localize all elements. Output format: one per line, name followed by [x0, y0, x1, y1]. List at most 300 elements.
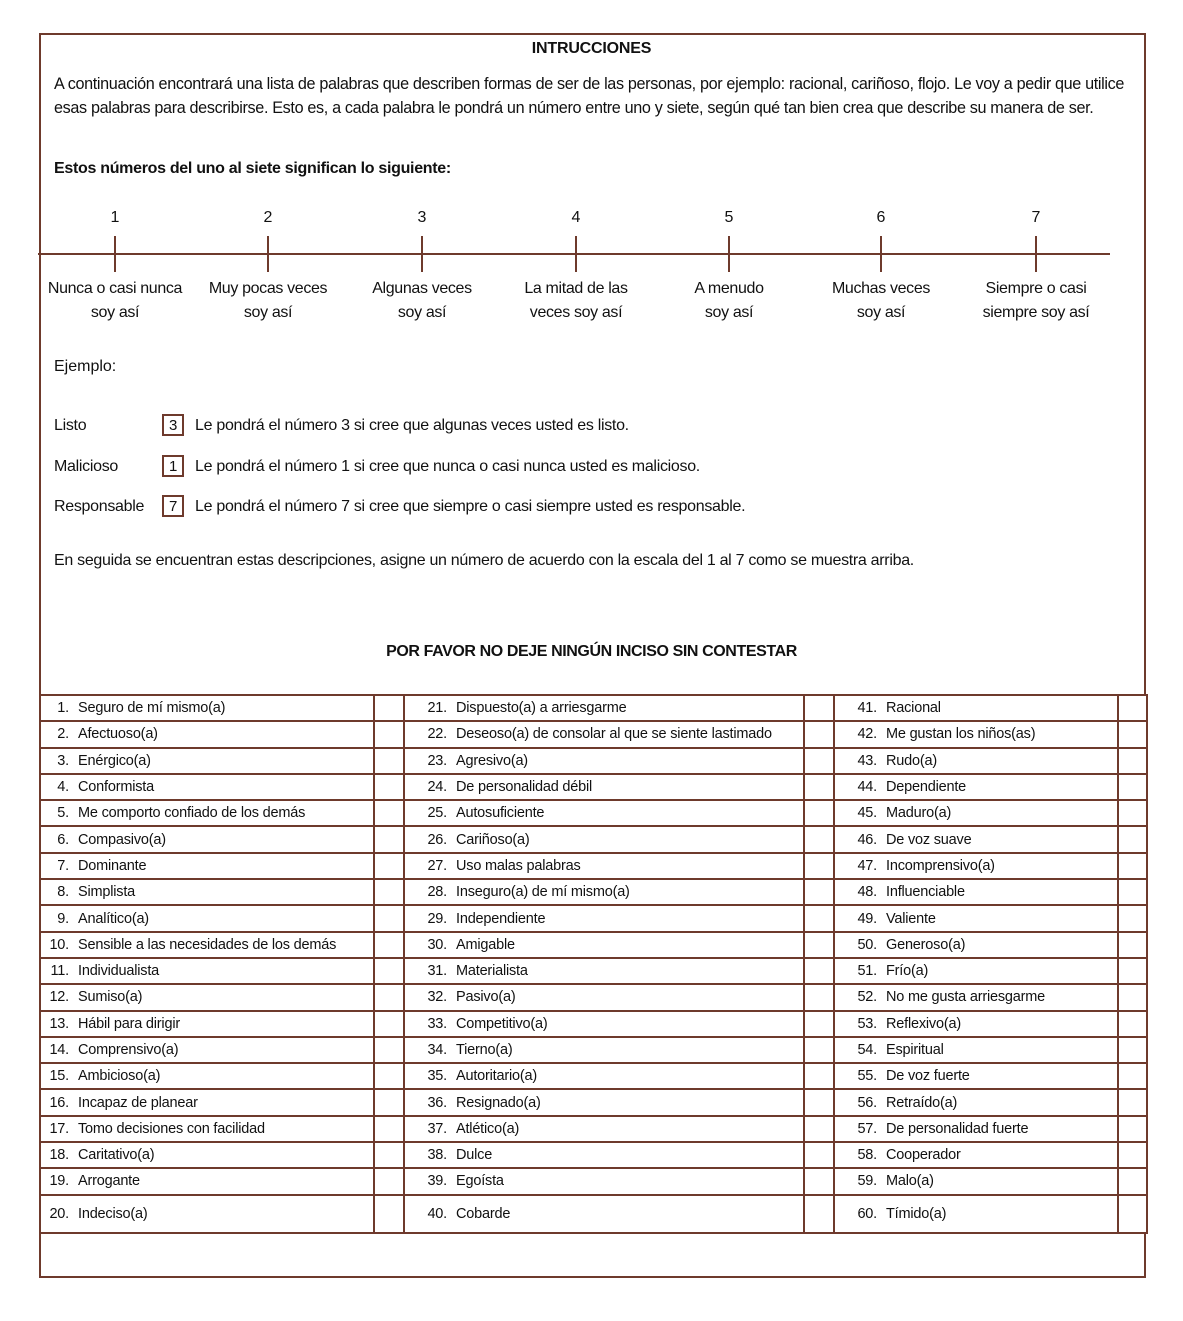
table-row — [40, 984, 1147, 1010]
answer-cell[interactable] — [374, 1089, 404, 1115]
answer-cell[interactable] — [374, 826, 404, 852]
answer-cell[interactable] — [804, 695, 834, 721]
item-label — [40, 800, 374, 826]
item-label — [834, 1168, 1118, 1194]
scale-tick — [728, 236, 730, 272]
item-number: 16. — [49, 1094, 69, 1111]
answer-cell[interactable] — [374, 879, 404, 905]
answer-cell[interactable] — [804, 905, 834, 931]
item-text: Incapaz de planear — [78, 1094, 198, 1111]
item-label — [404, 800, 804, 826]
item-label — [834, 1195, 1118, 1233]
answer-cell[interactable] — [804, 800, 834, 826]
item-text: Uso malas palabras — [456, 857, 581, 874]
answer-cell[interactable] — [804, 958, 834, 984]
scale-label-line: soy así — [90, 304, 140, 321]
item-text: Conformista — [78, 779, 154, 796]
item-number: 45. — [857, 805, 877, 822]
item-number: 35. — [427, 1068, 447, 1085]
table-row — [40, 1089, 1147, 1115]
item-number: 9. — [57, 910, 69, 927]
item-text: Me comporto confiado de los demás — [78, 805, 306, 822]
item-number: 42. — [857, 726, 877, 743]
table-row — [40, 1037, 1147, 1063]
item-label — [40, 1089, 374, 1115]
table-row — [40, 932, 1147, 958]
answer-cell[interactable] — [374, 695, 404, 721]
item-number: 41. — [857, 700, 877, 717]
answer-cell[interactable] — [374, 800, 404, 826]
item-number: 23. — [427, 752, 447, 769]
item-text: De voz fuerte — [886, 1068, 970, 1085]
items-table — [39, 694, 1148, 1234]
item-number: 52. — [857, 989, 877, 1006]
item-text: Agresivo(a) — [456, 752, 528, 769]
item-label — [834, 958, 1118, 984]
item-label — [404, 1089, 804, 1115]
answer-cell[interactable] — [1118, 695, 1147, 721]
answer-cell[interactable] — [804, 1168, 834, 1194]
item-label — [404, 774, 804, 800]
item-number: 3. — [57, 752, 69, 769]
page-title: INTRUCCIONES — [531, 40, 652, 57]
answer-cell[interactable] — [374, 748, 404, 774]
answer-cell[interactable] — [1118, 1089, 1147, 1115]
item-number: 15. — [49, 1068, 69, 1085]
item-label — [40, 1195, 374, 1233]
item-text: Enérgico(a) — [78, 752, 151, 769]
answer-cell[interactable] — [804, 1089, 834, 1115]
answer-cell[interactable] — [374, 774, 404, 800]
item-text: Amigable — [456, 936, 515, 953]
answer-cell[interactable] — [804, 1142, 834, 1168]
item-label — [834, 695, 1118, 721]
answer-cell[interactable] — [374, 958, 404, 984]
scale-label-line: A menudo — [694, 280, 764, 297]
item-label — [834, 748, 1118, 774]
item-label — [404, 1063, 804, 1089]
item-text: Caritativo(a) — [78, 1147, 155, 1164]
table-row — [40, 853, 1147, 879]
answer-cell[interactable] — [374, 1116, 404, 1142]
answer-cell[interactable] — [1118, 1037, 1147, 1063]
item-text: Seguro de mí mismo(a) — [78, 700, 226, 717]
table-row — [40, 826, 1147, 852]
item-text: Autoritario(a) — [456, 1068, 538, 1085]
item-text: Maduro(a) — [886, 805, 952, 822]
item-number: 54. — [857, 1042, 877, 1058]
item-label — [404, 695, 804, 721]
item-label — [40, 721, 374, 747]
item-label — [834, 800, 1118, 826]
item-number: 56. — [857, 1094, 877, 1111]
answer-cell[interactable] — [1118, 879, 1147, 905]
item-number: 29. — [427, 910, 447, 927]
item-label — [834, 1116, 1118, 1142]
item-text: Valiente — [886, 910, 936, 927]
scale-label — [649, 277, 809, 325]
scale-tick — [114, 236, 116, 272]
example-description: Le pondrá el número 3 si cree que algunas veces usted es listo. — [195, 417, 629, 434]
answer-cell[interactable] — [374, 721, 404, 747]
item-number: 53. — [857, 1015, 877, 1032]
answer-cell[interactable] — [804, 1195, 834, 1233]
item-number: 7. — [57, 857, 69, 874]
item-label — [834, 721, 1118, 747]
table-row — [40, 958, 1147, 984]
item-text: Sumiso(a) — [78, 989, 143, 1006]
answer-cell[interactable] — [804, 1063, 834, 1089]
item-label — [404, 958, 804, 984]
answer-cell[interactable] — [374, 1011, 404, 1037]
item-number: 31. — [427, 963, 447, 980]
warning-banner: POR FAVOR NO DEJE NINGÚN INCISO SIN CONTESTAR — [386, 643, 797, 660]
item-label — [40, 1168, 374, 1194]
item-label — [404, 1168, 804, 1194]
item-number: 18. — [49, 1147, 69, 1164]
item-label — [404, 826, 804, 852]
item-text: Ambicioso(a) — [78, 1068, 161, 1085]
table-row — [40, 1063, 1147, 1089]
example-description: Le pondrá el número 1 si cree que nunca o casi nunca usted es malicioso. — [195, 458, 700, 475]
answer-cell[interactable] — [804, 1116, 834, 1142]
item-text: Deseoso(a) de consolar al que se siente lastimado — [456, 726, 772, 743]
scale-tick — [575, 236, 577, 272]
answer-cell[interactable] — [1118, 932, 1147, 958]
item-label — [404, 905, 804, 931]
scale-tick — [880, 236, 882, 272]
scale-label-line: soy así — [397, 304, 447, 321]
item-label — [40, 826, 374, 852]
scale-label-line: soy así — [243, 304, 293, 321]
scale-label-line: Muy pocas veces — [208, 280, 328, 297]
answer-cell[interactable] — [1118, 1195, 1147, 1233]
item-number: 6. — [57, 831, 69, 848]
scale-label-line: soy así — [856, 304, 906, 321]
item-text: No me gusta arriesgarme — [886, 989, 1045, 1006]
item-number: 51. — [857, 963, 877, 980]
item-text: Cobarde — [456, 1205, 511, 1222]
answer-cell[interactable] — [804, 879, 834, 905]
example-word: Malicioso — [54, 458, 118, 475]
item-number: 10. — [49, 936, 69, 953]
answer-cell[interactable] — [1118, 1142, 1147, 1168]
item-text: Pasivo(a) — [456, 989, 516, 1006]
item-label — [40, 1116, 374, 1142]
item-text: Atlético(a) — [456, 1120, 520, 1137]
scale-number: 2 — [263, 209, 273, 226]
scale-number: 6 — [876, 209, 886, 226]
item-text: Cooperador — [886, 1147, 961, 1164]
scale-number: 5 — [724, 209, 734, 226]
item-text: Frío(a) — [886, 963, 929, 980]
item-text: Cariñoso(a) — [456, 831, 530, 848]
answer-cell[interactable] — [804, 1037, 834, 1063]
example-value-box: 7 — [162, 495, 184, 517]
item-number: 47. — [857, 857, 877, 874]
item-number: 57. — [857, 1120, 877, 1137]
item-label — [404, 748, 804, 774]
answer-cell[interactable] — [1118, 800, 1147, 826]
answer-cell[interactable] — [804, 853, 834, 879]
scale-label-line: Muchas veces — [831, 280, 931, 297]
scale-label-line: Nunca o casi nunca — [47, 280, 183, 297]
scale-label — [496, 277, 656, 325]
item-text: Tomo decisiones con facilidad — [78, 1120, 265, 1137]
item-number: 25. — [427, 805, 447, 822]
item-text: Dispuesto(a) a arriesgarme — [456, 700, 627, 717]
item-text: Comprensivo(a) — [78, 1042, 179, 1058]
scale-number: 3 — [417, 209, 427, 226]
scale-label-line: siempre soy así — [982, 304, 1090, 321]
example-word: Listo — [54, 417, 87, 434]
scale-label-line: veces soy así — [529, 304, 623, 321]
item-label — [40, 1011, 374, 1037]
item-label — [834, 1037, 1118, 1063]
item-text: Simplista — [78, 884, 136, 901]
item-number: 40. — [427, 1205, 447, 1222]
table-row — [40, 1195, 1147, 1233]
answer-cell[interactable] — [1118, 958, 1147, 984]
item-text: Influenciable — [886, 884, 965, 901]
item-label — [834, 826, 1118, 852]
scale-label — [801, 277, 961, 325]
answer-cell[interactable] — [804, 826, 834, 852]
item-text: Indeciso(a) — [78, 1205, 148, 1222]
answer-cell[interactable] — [1118, 748, 1147, 774]
table-row — [40, 748, 1147, 774]
item-text: De personalidad débil — [456, 779, 593, 796]
item-label — [834, 1063, 1118, 1089]
scale-tick — [267, 236, 269, 272]
item-label — [404, 984, 804, 1010]
item-number: 17. — [49, 1120, 69, 1137]
item-label — [40, 853, 374, 879]
item-number: 11. — [50, 963, 69, 980]
item-text: De voz suave — [886, 831, 972, 848]
scale-label-line: La mitad de las — [524, 280, 628, 297]
item-number: 14. — [49, 1042, 69, 1058]
item-number: 48. — [857, 884, 877, 901]
item-text: Egoísta — [456, 1173, 504, 1190]
scale-meaning-heading: Estos números del uno al siete significan lo siguiente: — [54, 160, 451, 177]
item-label — [834, 1142, 1118, 1168]
answer-cell[interactable] — [374, 853, 404, 879]
table-row — [40, 879, 1147, 905]
answer-cell[interactable] — [1118, 853, 1147, 879]
item-text: Sensible a las necesidades de los demás — [78, 936, 337, 953]
scale-label — [956, 277, 1116, 325]
table-row — [40, 1011, 1147, 1037]
table-row — [40, 1142, 1147, 1168]
example-heading: Ejemplo: — [54, 358, 117, 375]
scale-tick — [1035, 236, 1037, 272]
item-label — [40, 695, 374, 721]
answer-cell[interactable] — [1118, 721, 1147, 747]
table-row — [40, 1116, 1147, 1142]
item-number: 1. — [57, 700, 69, 717]
item-label — [404, 1142, 804, 1168]
answer-cell[interactable] — [804, 774, 834, 800]
answer-cell[interactable] — [374, 1037, 404, 1063]
item-text: Independiente — [456, 910, 546, 927]
item-number: 37. — [427, 1120, 447, 1137]
answer-cell[interactable] — [374, 1168, 404, 1194]
item-text: Racional — [886, 700, 941, 717]
item-number: 44. — [857, 779, 877, 796]
item-text: Competitivo(a) — [456, 1015, 548, 1032]
item-number: 19. — [49, 1173, 69, 1190]
item-label — [404, 1116, 804, 1142]
item-number: 50. — [857, 936, 877, 953]
scale-number: 4 — [571, 209, 581, 226]
item-text: Me gustan los niños(as) — [886, 726, 1036, 743]
scale-label-line: Algunas veces — [372, 280, 472, 297]
item-text: Tímido(a) — [886, 1205, 947, 1222]
answer-cell[interactable] — [1118, 774, 1147, 800]
scale-label — [342, 277, 502, 325]
answer-cell[interactable] — [1118, 1116, 1147, 1142]
answer-cell[interactable] — [374, 932, 404, 958]
answer-cell[interactable] — [1118, 984, 1147, 1010]
answer-cell[interactable] — [1118, 1063, 1147, 1089]
item-label — [40, 1063, 374, 1089]
item-text: Compasivo(a) — [78, 831, 166, 848]
item-number: 8. — [57, 884, 69, 901]
item-text: Reflexivo(a) — [886, 1015, 961, 1032]
table-row — [40, 800, 1147, 826]
item-label — [40, 984, 374, 1010]
answer-cell[interactable] — [1118, 1168, 1147, 1194]
item-text: Hábil para dirigir — [78, 1015, 180, 1032]
table-row — [40, 695, 1147, 721]
item-number: 22. — [427, 726, 447, 743]
item-number: 43. — [857, 752, 877, 769]
answer-cell[interactable] — [374, 1195, 404, 1233]
answer-cell[interactable] — [374, 905, 404, 931]
item-label — [404, 879, 804, 905]
table-row — [40, 905, 1147, 931]
item-label — [40, 774, 374, 800]
scale-label — [35, 277, 195, 325]
example-description: Le pondrá el número 7 si cree que siempre o casi siempre usted es responsable. — [195, 498, 746, 515]
item-number: 20. — [49, 1205, 69, 1222]
item-text: Individualista — [78, 963, 160, 980]
scale-label-line: Siempre o casi — [985, 280, 1087, 297]
item-text: Rudo(a) — [886, 752, 937, 769]
answer-cell[interactable] — [804, 748, 834, 774]
item-number: 55. — [857, 1068, 877, 1085]
answer-cell[interactable] — [1118, 905, 1147, 931]
item-number: 5. — [57, 805, 69, 822]
answer-cell[interactable] — [374, 1142, 404, 1168]
item-number: 33. — [427, 1015, 447, 1032]
table-row — [40, 721, 1147, 747]
followup-instruction: En seguida se encuentran estas descripciones, asigne un número de acuerdo con la escala del 1 al 7 como se muestra arriba. — [54, 552, 914, 569]
item-number: 38. — [427, 1147, 447, 1164]
example-word: Responsable — [54, 498, 145, 515]
item-number: 58. — [857, 1147, 877, 1164]
item-number: 24. — [427, 779, 447, 796]
item-label — [40, 905, 374, 931]
item-number: 34. — [427, 1042, 447, 1058]
item-label — [40, 879, 374, 905]
table-row — [40, 774, 1147, 800]
item-number: 27. — [427, 857, 447, 874]
scale-number: 7 — [1031, 209, 1041, 226]
item-label — [834, 984, 1118, 1010]
item-text: Afectuoso(a) — [78, 726, 158, 743]
scale-tick — [421, 236, 423, 272]
item-label — [834, 1011, 1118, 1037]
item-text: Malo(a) — [886, 1173, 934, 1190]
item-number: 49. — [857, 910, 877, 927]
item-text: De personalidad fuerte — [886, 1120, 1029, 1137]
item-number: 2. — [57, 726, 69, 743]
item-label — [404, 1011, 804, 1037]
item-text: Dominante — [78, 857, 147, 874]
instructions-paragraph: A continuación encontrará una lista de palabras que describen formas de ser de las personas, por ejemplo: racional, cariñoso, flojo. Le voy a pedir que utilice esas palabras para describirse. Esto es, a cada palabra le pondrá un número entre uno y siete, según qué tan bien crea que describe su manera de ser. — [54, 75, 1125, 117]
item-text: Incomprensivo(a) — [886, 857, 995, 874]
item-text: Tierno(a) — [456, 1042, 513, 1058]
item-text: Materialista — [456, 963, 528, 980]
item-text: Retraído(a) — [886, 1094, 958, 1111]
item-text: Arrogante — [78, 1173, 140, 1190]
answer-cell[interactable] — [804, 1011, 834, 1037]
item-number: 59. — [857, 1173, 877, 1190]
item-number: 28. — [427, 884, 447, 901]
scale-label-line: soy así — [704, 304, 754, 321]
answer-cell[interactable] — [1118, 826, 1147, 852]
answer-cell[interactable] — [804, 932, 834, 958]
item-text: Analítico(a) — [78, 910, 149, 927]
answer-cell[interactable] — [804, 984, 834, 1010]
example-value-box: 3 — [162, 414, 184, 436]
item-number: 60. — [857, 1205, 877, 1222]
item-label — [834, 774, 1118, 800]
example-value-box: 1 — [162, 455, 184, 477]
answer-cell[interactable] — [1118, 1011, 1147, 1037]
item-number: 46. — [857, 831, 877, 848]
item-label — [40, 1037, 374, 1063]
answer-cell[interactable] — [374, 984, 404, 1010]
item-text: Resignado(a) — [456, 1094, 541, 1111]
item-number: 39. — [427, 1173, 447, 1190]
item-text: Dependiente — [886, 779, 967, 796]
item-number: 4. — [57, 779, 69, 796]
item-label — [834, 905, 1118, 931]
scale-label — [188, 277, 348, 325]
item-text: Generoso(a) — [886, 936, 966, 953]
answer-cell[interactable] — [374, 1063, 404, 1089]
item-number: 30. — [427, 936, 447, 953]
scale-line — [38, 253, 1110, 255]
item-label — [834, 853, 1118, 879]
item-label — [834, 1089, 1118, 1115]
item-text: Dulce — [456, 1147, 493, 1164]
item-label — [404, 1037, 804, 1063]
item-text: Inseguro(a) de mí mismo(a) — [456, 884, 630, 901]
table-row — [40, 1168, 1147, 1194]
answer-cell[interactable] — [804, 721, 834, 747]
item-label — [40, 748, 374, 774]
item-text: Autosuficiente — [456, 805, 545, 822]
item-number: 26. — [427, 831, 447, 848]
item-label — [834, 932, 1118, 958]
item-number: 32. — [427, 989, 447, 1006]
item-label — [404, 721, 804, 747]
item-label — [834, 879, 1118, 905]
